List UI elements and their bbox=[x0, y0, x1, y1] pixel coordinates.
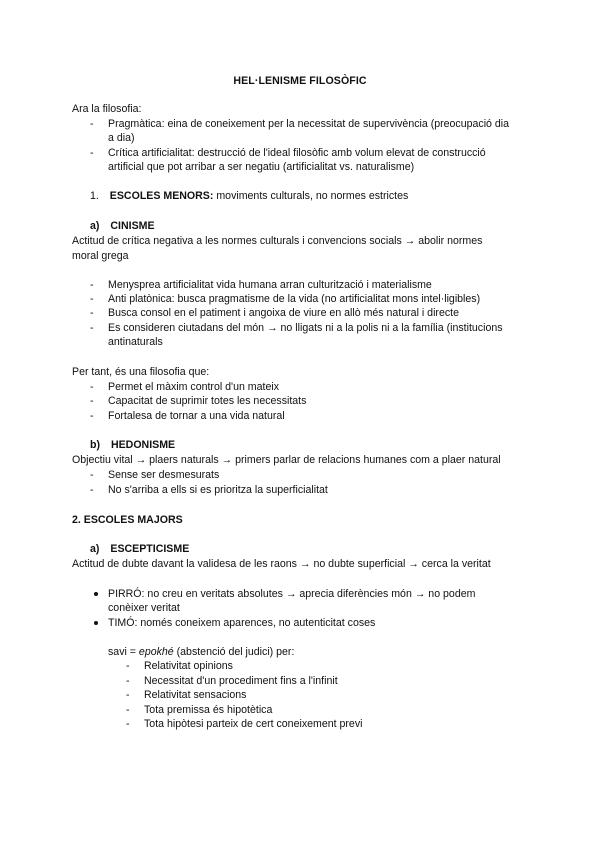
cinisme-conclusion-item-1: Permet el màxim control d'un mateix bbox=[108, 381, 279, 393]
section-2-heading: 2. ESCOLES MAJORS bbox=[72, 514, 183, 526]
escepticisme-item-5: Tota hipòtesi parteix de cert coneixement previ bbox=[144, 718, 363, 730]
hedonisme-item-1: Sense ser desmesurats bbox=[108, 469, 220, 481]
cinisme-item-4-line-2: antinaturals bbox=[108, 336, 163, 348]
escepticisme-item-3: Relativitat sensacions bbox=[144, 689, 247, 701]
hedonisme-letter: b) bbox=[90, 439, 100, 451]
dash-bullet: - bbox=[126, 675, 130, 687]
dash-bullet: - bbox=[126, 718, 130, 730]
escepticisme-heading bbox=[90, 542, 189, 556]
cinisme-item-3: Busca consol en el patiment i angoixa de viure en allò més natural i directe bbox=[108, 307, 459, 319]
cinisme-title: CINISME bbox=[110, 220, 155, 232]
pirro-line-2: conèixer veritat bbox=[108, 602, 180, 614]
dash-bullet: - bbox=[126, 660, 130, 672]
intro-item-2-line-1: Crítica artificialitat: destrucció de l'ideal filosòfic amb volum elevat de construcció bbox=[108, 147, 486, 159]
escepticisme-desc: Actitud de dubte davant la validesa de les raons → no dubte superficial → cerca la veritat bbox=[72, 558, 491, 570]
cinisme-item-2: Anti platònica: busca pragmatisme de la vida (no artificialitat mons intel·ligibles) bbox=[108, 293, 481, 305]
section-1-title: ESCOLES MENORS: bbox=[109, 190, 214, 202]
timo-line: TIMÓ: només coneixem aparences, no autenticitat coses bbox=[108, 617, 376, 629]
dash-bullet: - bbox=[90, 147, 94, 159]
cinisme-conclusion-item-3: Fortalesa de tornar a una vida natural bbox=[108, 410, 285, 422]
bullet-dot-icon bbox=[94, 621, 98, 625]
savi-prefix: savi = bbox=[108, 646, 139, 658]
cinisme-item-1: Menysprea artificialitat vida humana arran culturització i materialisme bbox=[108, 279, 432, 291]
escepticisme-item-4: Tota premissa és hipotètica bbox=[144, 704, 273, 716]
dash-bullet: - bbox=[90, 395, 94, 407]
hedonisme-item-2: No s'arriba a ells si es prioritza la superficialitat bbox=[108, 484, 328, 496]
intro-text: Ara la filosofia: bbox=[72, 103, 142, 115]
cinisme-desc-line-1: Actitud de crítica negativa a les normes culturals i convencions socials → abolir normes bbox=[72, 235, 483, 247]
savi-term: epokhé bbox=[138, 646, 174, 658]
dash-bullet: - bbox=[90, 118, 94, 130]
escepticisme-title: ESCEPTICISME bbox=[110, 543, 190, 555]
dash-bullet: - bbox=[90, 469, 94, 481]
cinisme-letter: a) bbox=[90, 220, 100, 232]
dash-bullet: - bbox=[90, 381, 94, 393]
document-title: HEL·LENISME FILOSÒFIC bbox=[233, 75, 367, 87]
dash-bullet: - bbox=[90, 293, 94, 305]
hedonisme-desc: Objectiu vital → plaers naturals → primers parlar de relacions humanes com a plaer natural bbox=[72, 454, 501, 466]
bullet-dot-icon bbox=[94, 592, 98, 596]
dash-bullet: - bbox=[126, 689, 130, 701]
dash-bullet: - bbox=[90, 307, 94, 319]
section-1-number: 1. bbox=[90, 190, 99, 202]
section-1-subtitle: moviments culturals, no normes estrictes bbox=[213, 190, 409, 202]
intro-item-2-line-2: artificial que pot arribar a ser negatiu (artificialitat vs. naturalisme) bbox=[108, 161, 415, 173]
dash-bullet: - bbox=[90, 484, 94, 496]
escepticisme-item-2: Necessitat d'un procediment fins a l'infinit bbox=[144, 675, 338, 687]
cinisme-item-4-line-1: Es consideren ciutadans del món → no lligats ni a la polis ni a la família (institucions bbox=[108, 322, 503, 334]
intro-item-1-line-2: a dia) bbox=[108, 132, 135, 144]
savi-suffix: (abstenció del judici) per: bbox=[173, 646, 295, 658]
dash-bullet: - bbox=[90, 322, 94, 334]
section-1-heading bbox=[90, 189, 408, 203]
savi-line bbox=[108, 645, 294, 659]
dash-bullet: - bbox=[90, 279, 94, 291]
escepticisme-item-1: Relativitat opinions bbox=[144, 660, 233, 672]
dash-bullet: - bbox=[126, 704, 130, 716]
cinisme-conclusion-item-2: Capacitat de suprimir totes les necessitats bbox=[108, 395, 307, 407]
cinisme-conclusion: Per tant, és una filosofia que: bbox=[72, 366, 210, 378]
cinisme-heading bbox=[90, 219, 155, 233]
hedonisme-title: HEDONISME bbox=[110, 439, 176, 451]
pirro-line-1: PIRRÓ: no creu en veritats absolutes → aprecia diferències món → no podem bbox=[108, 588, 476, 600]
escepticisme-letter: a) bbox=[90, 543, 100, 555]
dash-bullet: - bbox=[90, 410, 94, 422]
intro-item-1-line-1: Pragmàtica: eina de coneixement per la necessitat de supervivència (preocupació dia bbox=[108, 118, 510, 130]
cinisme-desc-line-2: moral grega bbox=[72, 250, 129, 262]
hedonisme-heading bbox=[90, 438, 175, 452]
